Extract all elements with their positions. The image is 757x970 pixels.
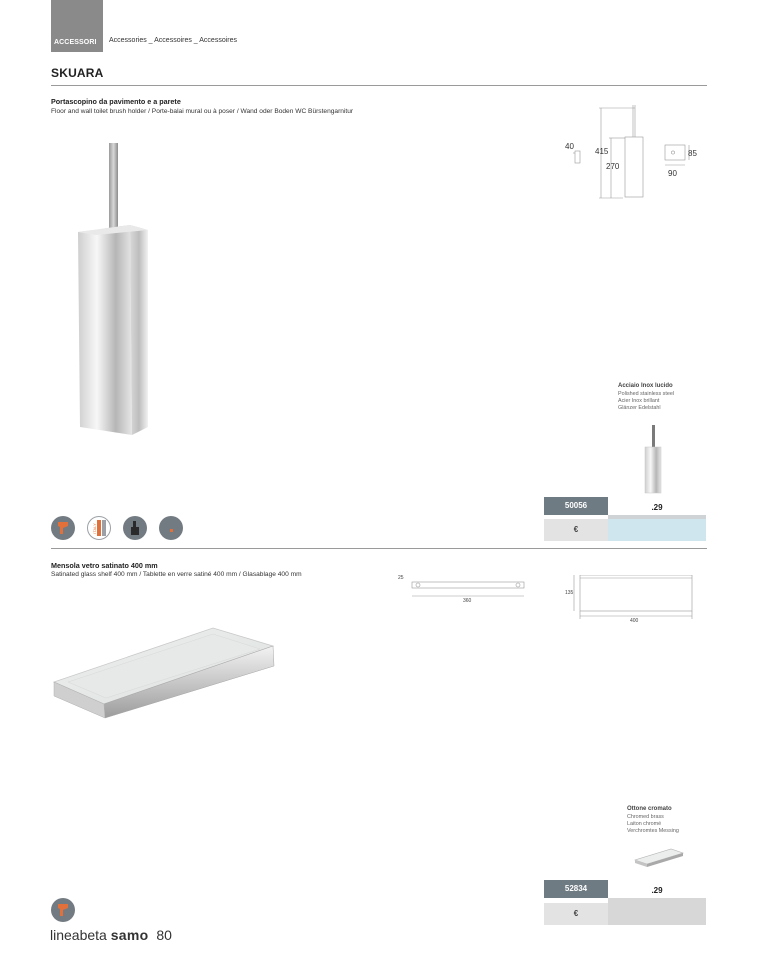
finish-translation: Verchromtes Messing <box>627 828 679 834</box>
italy-flag-icon <box>87 516 111 540</box>
dim-depth: 40 <box>565 142 574 151</box>
product-price: .29 <box>608 880 706 898</box>
product-description: Satinated glass shelf 400 mm / Tablette en verre satiné 400 mm / Glasablage 400 mm <box>51 571 302 578</box>
product-code: 52834 <box>544 880 608 898</box>
section-subtitle: Accessories _ Accessoires _ Accessoires <box>109 37 237 44</box>
finish-name: Ottone cromato <box>627 806 672 812</box>
section-tab-label: ACCESSORI <box>54 39 97 46</box>
dim-length: 90 <box>668 169 677 178</box>
price-highlight <box>608 898 706 925</box>
title-divider <box>51 85 707 86</box>
product-name: Mensola vetro satinato 400 mm <box>51 561 158 570</box>
dim-height: 135 <box>565 590 574 596</box>
finish-translation: Laiton chromé <box>627 821 662 827</box>
dim-depth: 25 <box>398 575 404 581</box>
product-description: Floor and wall toilet brush holder / Porte-balai mural ou à poser / Wand oder Boden WC Bürstengarnitur <box>51 108 354 115</box>
finish-thumbnail <box>633 846 685 868</box>
dim-body-height: 270 <box>606 162 620 171</box>
currency-cell: € <box>544 519 608 541</box>
finish-translation: Acier Inox brillant <box>618 398 660 404</box>
dim-total-height: 415 <box>595 147 609 156</box>
dimension-drawing <box>563 103 703 203</box>
product-divider <box>51 548 707 549</box>
brand-prefix: lineabeta <box>50 927 107 943</box>
floor-icon <box>159 516 183 540</box>
finish-translation: Polished stainless steel <box>618 391 675 397</box>
dim-width: 85 <box>688 149 697 158</box>
product-code: 50056 <box>544 497 608 515</box>
brand-name: samo <box>110 927 149 943</box>
wall-mount-icon <box>123 516 147 540</box>
collection-title: SKUARA <box>51 66 104 80</box>
page-number: 80 <box>156 927 172 943</box>
finish-thumbnail <box>640 423 666 495</box>
dim-length: 400 <box>630 618 639 624</box>
finish-translation: Glänzer Edelstahl <box>618 405 661 411</box>
toilet-brush-holder-image <box>60 135 170 445</box>
product-price: .29 <box>608 497 706 515</box>
product-name: Portascopino da pavimento e a parete <box>51 97 181 106</box>
section-tab <box>51 0 103 52</box>
shelf-dimension-drawing <box>398 575 698 630</box>
glass-shelf-image <box>48 622 280 728</box>
made-in-italy-label: ITALY <box>91 523 97 534</box>
currency-cell: € <box>544 903 608 925</box>
footer-brand <box>50 927 172 943</box>
dim-fixing: 360 <box>463 598 472 604</box>
finish-translation: Chromed brass <box>627 814 664 820</box>
brand-logo-icon <box>51 898 75 922</box>
price-highlight <box>608 519 706 541</box>
finish-name: Acciaio Inox lucido <box>618 383 673 389</box>
brush-icon <box>51 516 75 540</box>
